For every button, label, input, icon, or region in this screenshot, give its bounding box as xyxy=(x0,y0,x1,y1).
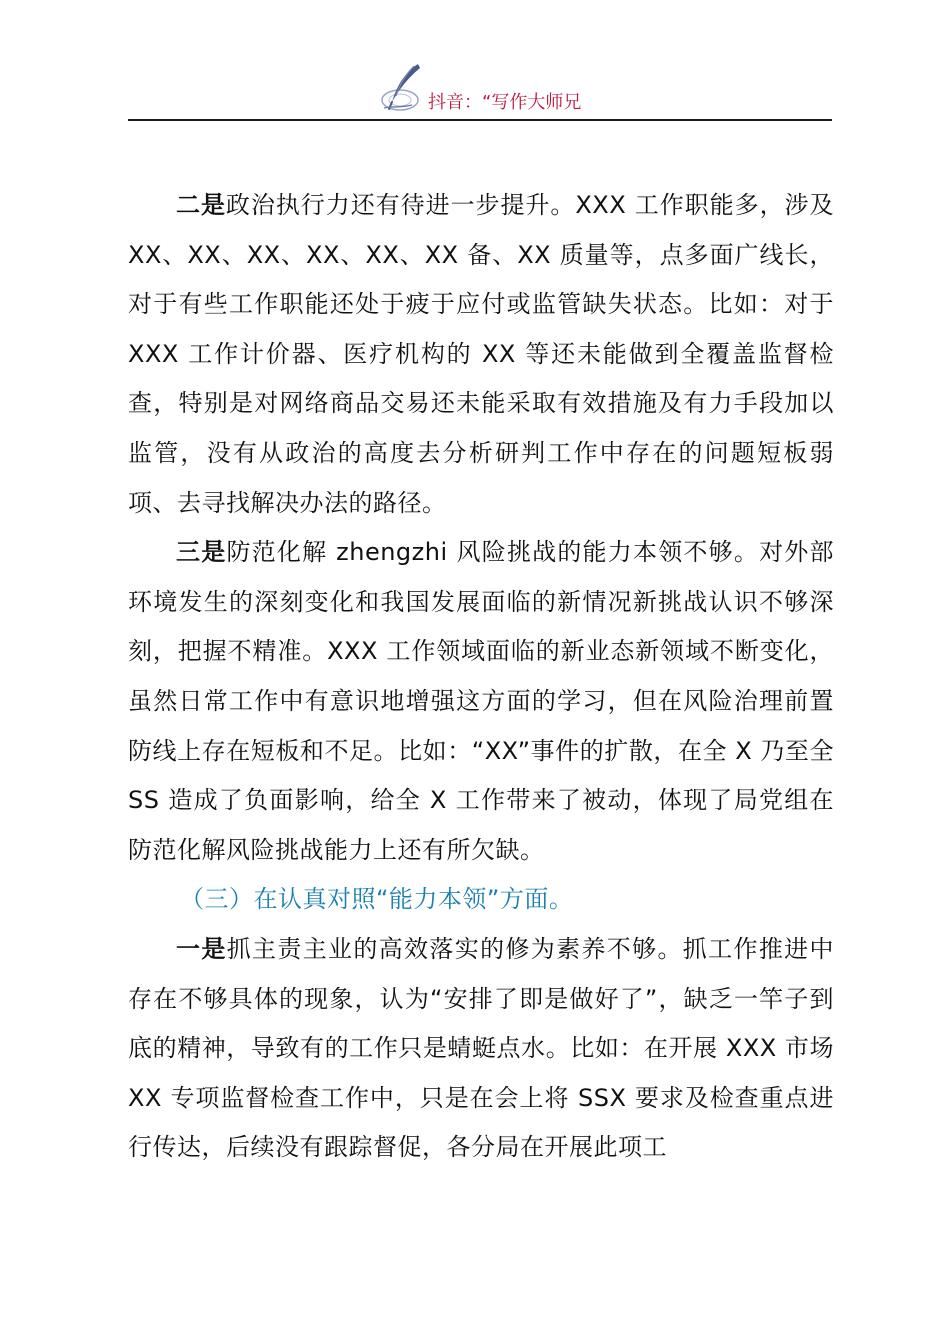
paragraph-body: 防范化解 zhengzhi 风险挑战的能力本领不够。对外部环境发生的深刻变化和我国发展面临的新情况新挑战认识不够深刻，把握不精准。XXX 工作领域面临的新业态新领域不断变化，虽然日常工作中有意识地增强这方面的学习，但在风险治理前置防线上存在短板和不足。比如：“XX”事件的扩散，在全 X 乃至全 SS 造成了负面影响，给全 X 工作带来了被动，体现了局党组在防范化解风险挑战能力上还有所欠缺。 xyxy=(128,538,834,864)
paragraph-body: 抓主责主业的高效落实的修为素养不够。抓工作推进中存在不够具体的现象，认为“安排了即是做好了”，缺乏一竿子到底的精神，导致有的工作只是蜻蜓点水。比如：在开展 XXX 市场 XX 专项监督检查工作中，只是在会上将 SSX 要求及检查重点进行传达，后续没有跟踪督促，各分局在开展此项工 xyxy=(128,934,835,1162)
document-body xyxy=(128,181,834,1173)
paragraph-body: 政治执行力还有待进一步提升。XXX 工作职能多，涉及 XX、XX、XX、XX、XX、XX 备、XX 质量等，点多面广线长，对于有些工作职能还处于疲于应付或监管缺失状态。比如：对于 XXX 工作计价器、医疗机构的 XX 等还未能做到全覆盖监督检查，特别是对网络商品交易还未能采取有效措施及有力手段加以监管，没有从政治的高度去分析研判工作中存在的问题短板弱项、去寻找解决办法的路径。 xyxy=(128,191,834,517)
paragraph-lead: 二是 xyxy=(176,191,226,219)
header-divider xyxy=(128,119,832,121)
paragraph-2 xyxy=(128,181,834,528)
section-heading: （三）在认真对照“能力本领”方面。 xyxy=(180,885,574,914)
page-header xyxy=(0,58,950,120)
paragraph-lead: 三是 xyxy=(176,538,227,567)
paragraph-1-ability xyxy=(128,925,834,1173)
paragraph-3 xyxy=(128,528,834,875)
header-watermark-text: 抖音：“写作大师兄 xyxy=(428,92,582,113)
paragraph-lead: 一是 xyxy=(176,934,227,963)
quill-logo-icon xyxy=(378,62,424,114)
